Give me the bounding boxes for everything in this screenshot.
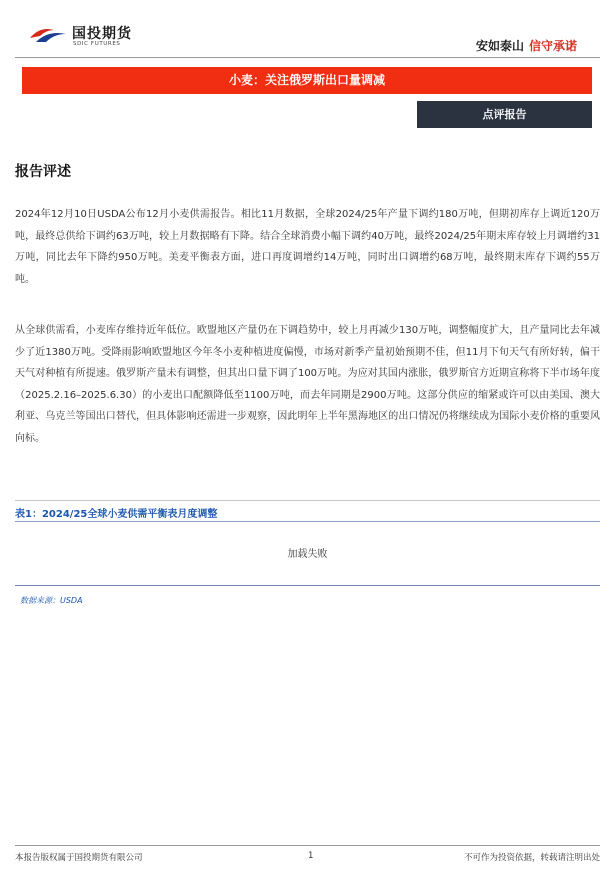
slogan-red: 信守承诺 (528, 39, 577, 53)
report-type-badge: 点评报告 (417, 101, 592, 128)
logo-text-cn: 国投期货 (72, 26, 132, 42)
footer-disclaimer: 不可作为投资依据，转载请注明出处 (463, 853, 600, 863)
slogan-black: 安如泰山 (475, 39, 524, 53)
table-title-rule (15, 521, 600, 522)
page-number: 1 (308, 851, 314, 861)
table-title: 表1：2024/25全球小麦供需平衡表月度调整 (15, 509, 218, 520)
table-source: 数据来源：USDA (20, 596, 83, 605)
logo-swoosh-icon (28, 24, 68, 46)
table-bottom-rule (15, 585, 600, 586)
paragraph-2: 从全球供需看，小麦库存维持近年低位。欧盟地区产量仍在下调趋势中，较上月再减少130万吨，调整幅度扩大，且产量同比去年减少了近1380万吨。受降雨影响欧盟地区今年冬小麦种植进度偏慢，市场对新季产量初始预期不佳，但11月下旬天气有所好转，偏干天气对种植有所提速。俄罗斯产量未有调整，但其出口量下调了100万吨。为应对其国内涨胀，俄罗斯官方近期宣称将下半市场年度（2025.2.16–2025.6.30）的小麦出口配额降低至1100万吨，而去年同期是2900万吨。这部分供应的缩紧或许可以由美国、澳大利亚、乌克兰等国出口替代，但具体影响还需进一步观察，因此明年上半年黑海地区的出口情况仍将继续成为国际小麦价格的重要风向标。 (15, 325, 600, 444)
section-heading: 报告评述 (15, 164, 71, 180)
company-logo (28, 22, 148, 52)
header-divider (15, 57, 600, 58)
footer-divider (15, 845, 600, 846)
table-top-divider (15, 500, 600, 501)
table-placeholder: 加载失败 (287, 549, 328, 560)
paragraph-1: 2024年12月10日USDA公布12月小麦供需报告。相比11月数据，全球2024/25年产量下调约180万吨，但期初库存上调近120万吨，最终总供给下调约63万吨，较上月数据略有下降。结合全球消费小幅下调约40万吨，最终2024/25年期末库存较上月调增约31万吨，同比去年下降约950万吨。美麦平衡表方面，进口再度调增约14万吨，同时出口调增约68万吨，最终期末库存下调约55万吨。 (15, 209, 600, 285)
logo-text-en: SDIC FUTURES (73, 41, 121, 47)
report-title: 小麦：关注俄罗斯出口量调减 (22, 67, 592, 94)
header-slogan (476, 37, 577, 54)
footer-copyright: 本报告版权属于国投期货有限公司 (15, 853, 143, 863)
